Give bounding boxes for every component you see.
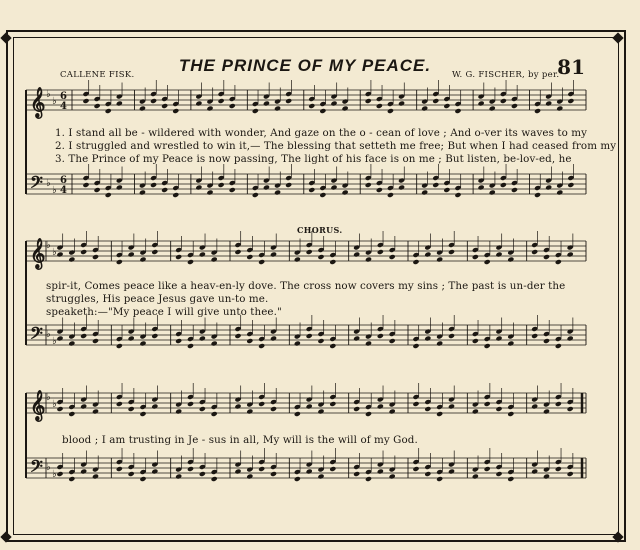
note-head	[116, 259, 123, 265]
note-head	[270, 252, 277, 258]
note-head	[234, 404, 241, 410]
note-head	[365, 182, 372, 188]
note-head	[274, 190, 281, 196]
note-head	[317, 254, 324, 260]
note-head	[484, 401, 491, 407]
note-head	[448, 333, 455, 339]
bass-clef: 𝄢	[30, 323, 43, 347]
note-head	[511, 103, 518, 109]
note-head	[398, 185, 405, 191]
flat-sign: ♭	[52, 96, 57, 107]
lyricist-credit: CALLENE FISK.	[60, 70, 135, 80]
lyric-line-system2-3: speaketh:—"My peace I will give unto thee."	[46, 306, 282, 318]
note-head	[270, 406, 277, 412]
note-head	[472, 338, 479, 344]
note-head	[424, 406, 431, 412]
note-head	[507, 341, 514, 347]
note-head	[206, 106, 213, 112]
flat-sign: ♭	[46, 392, 51, 403]
note-head	[270, 471, 277, 477]
note-head	[246, 409, 253, 415]
treble-clef: 𝄞	[30, 391, 46, 421]
time-signature-bottom: 4	[60, 101, 67, 112]
note-head	[92, 474, 99, 480]
flat-sign: ♭	[46, 178, 51, 189]
note-head	[246, 474, 253, 480]
note-head	[105, 108, 112, 114]
note-head	[377, 469, 384, 475]
note-head	[317, 474, 324, 480]
note-head	[116, 466, 123, 472]
note-head	[294, 411, 301, 417]
note-head	[294, 341, 301, 347]
note-head	[82, 98, 89, 104]
note-head	[412, 259, 419, 265]
note-head	[500, 98, 507, 104]
note-head	[234, 249, 241, 255]
flat-sign: ♭	[52, 399, 57, 410]
note-head	[472, 409, 479, 415]
hymn-title: THE PRINCE OF MY PEACE.	[178, 56, 432, 75]
note-head	[80, 469, 87, 475]
note-head	[377, 404, 384, 410]
note-head	[172, 108, 179, 114]
note-head	[116, 101, 123, 107]
note-head	[448, 469, 455, 475]
note-head	[342, 190, 349, 196]
note-head	[151, 333, 158, 339]
note-head	[151, 404, 158, 410]
note-head	[285, 98, 292, 104]
treble-clef: 𝄞	[30, 239, 46, 269]
note-head	[495, 406, 502, 412]
note-head	[545, 185, 552, 191]
note-head	[199, 336, 206, 342]
note-head	[484, 466, 491, 472]
note-head	[151, 469, 158, 475]
note-head	[500, 182, 507, 188]
note-head	[424, 471, 431, 477]
note-head	[80, 333, 87, 339]
note-head	[436, 341, 443, 347]
note-head	[495, 471, 502, 477]
note-head	[421, 190, 428, 196]
flat-sign: ♭	[46, 329, 51, 340]
note-head	[80, 404, 87, 410]
note-head	[432, 182, 439, 188]
note-head	[161, 187, 168, 193]
note-head	[421, 106, 428, 112]
note-head	[306, 333, 313, 339]
note-head	[187, 466, 194, 472]
note-head	[68, 257, 75, 263]
note-head	[263, 185, 270, 191]
note-head	[329, 343, 336, 349]
note-head	[543, 474, 550, 480]
note-head	[308, 103, 315, 109]
note-head	[172, 192, 179, 198]
note-head	[376, 103, 383, 109]
chorus-label: CHORUS.	[297, 225, 343, 235]
note-head	[555, 259, 562, 265]
flat-sign: ♭	[46, 462, 51, 473]
note-head	[412, 343, 419, 349]
note-head	[211, 476, 218, 482]
note-head	[329, 466, 336, 472]
note-head	[94, 187, 101, 193]
note-head	[246, 254, 253, 260]
note-head	[507, 411, 514, 417]
note-head	[175, 254, 182, 260]
note-head	[412, 401, 419, 407]
note-head	[199, 252, 206, 258]
lyric-line-system2-2: struggles, His peace Jesus gave un-to me.	[46, 293, 269, 305]
note-head	[151, 249, 158, 255]
note-head	[377, 333, 384, 339]
note-head	[389, 338, 396, 344]
note-head	[68, 411, 75, 417]
note-head	[56, 252, 63, 258]
note-head	[543, 254, 550, 260]
note-head	[229, 187, 236, 193]
note-head	[472, 254, 479, 260]
note-head	[329, 259, 336, 265]
time-signature-top: 6	[60, 91, 67, 102]
note-head	[448, 249, 455, 255]
note-head	[567, 182, 574, 188]
note-head	[258, 466, 265, 472]
note-head	[252, 192, 259, 198]
note-head	[556, 106, 563, 112]
note-head	[567, 252, 574, 258]
note-head	[92, 409, 99, 415]
note-head	[436, 476, 443, 482]
note-head	[139, 341, 146, 347]
note-head	[139, 106, 146, 112]
note-head	[376, 187, 383, 193]
note-head	[436, 257, 443, 263]
note-head	[56, 471, 63, 477]
note-head	[195, 185, 202, 191]
note-head	[443, 103, 450, 109]
note-head	[478, 101, 485, 107]
note-head	[443, 187, 450, 193]
note-head	[116, 401, 123, 407]
note-head	[555, 343, 562, 349]
bass-clef: 𝄢	[30, 172, 43, 196]
note-head	[139, 190, 146, 196]
note-head	[555, 401, 562, 407]
note-head	[330, 101, 337, 107]
note-head	[454, 108, 461, 114]
time-signature-bottom: 4	[60, 185, 67, 196]
flat-sign: ♭	[52, 336, 57, 347]
note-head	[387, 192, 394, 198]
note-head	[94, 103, 101, 109]
note-head	[353, 406, 360, 412]
note-head	[317, 338, 324, 344]
note-head	[211, 411, 218, 417]
note-head	[82, 182, 89, 188]
note-head	[229, 103, 236, 109]
note-head	[545, 101, 552, 107]
flat-sign: ♭	[52, 469, 57, 480]
note-head	[534, 192, 541, 198]
note-head	[175, 409, 182, 415]
note-head	[511, 187, 518, 193]
note-head	[306, 469, 313, 475]
note-head	[567, 471, 574, 477]
lyric-line-verse-2: 2. I struggled and wrestled to win it,— The blessing that setteth me free; But when I had ceased from my	[55, 140, 617, 152]
flat-sign: ♭	[46, 240, 51, 251]
note-head	[436, 411, 443, 417]
note-head	[329, 401, 336, 407]
note-head	[389, 254, 396, 260]
note-head	[489, 190, 496, 196]
note-head	[258, 343, 265, 349]
note-head	[263, 101, 270, 107]
note-head	[342, 106, 349, 112]
note-head	[234, 469, 241, 475]
note-head	[353, 336, 360, 342]
note-head	[161, 103, 168, 109]
note-head	[353, 252, 360, 258]
note-head	[246, 338, 253, 344]
note-head	[448, 404, 455, 410]
note-head	[556, 190, 563, 196]
note-head	[294, 476, 301, 482]
note-head	[531, 404, 538, 410]
note-head	[317, 409, 324, 415]
note-head	[495, 252, 502, 258]
note-head	[199, 406, 206, 412]
note-head	[139, 476, 146, 482]
note-head	[270, 336, 277, 342]
note-head	[116, 185, 123, 191]
lyric-line-verse-3: 3. The Prince of my Peace is now passing, The light of his face is on me ; But listen, be-lov-ed, he	[55, 153, 572, 165]
note-head	[128, 471, 135, 477]
note-head	[489, 106, 496, 112]
note-head	[294, 257, 301, 263]
note-head	[68, 476, 75, 482]
note-head	[478, 185, 485, 191]
note-head	[531, 469, 538, 475]
note-head	[567, 406, 574, 412]
note-head	[365, 341, 372, 347]
note-head	[365, 476, 372, 482]
note-head	[389, 409, 396, 415]
note-head	[234, 333, 241, 339]
note-head	[187, 259, 194, 265]
note-head	[252, 108, 259, 114]
note-head	[389, 474, 396, 480]
note-head	[484, 343, 491, 349]
note-head	[365, 411, 372, 417]
note-head	[319, 108, 326, 114]
page-number: 81	[557, 55, 585, 79]
note-head	[484, 259, 491, 265]
note-head	[507, 257, 514, 263]
note-head	[432, 98, 439, 104]
note-head	[377, 249, 384, 255]
note-head	[495, 336, 502, 342]
flat-sign: ♭	[52, 185, 57, 196]
note-head	[92, 338, 99, 344]
note-head	[211, 341, 218, 347]
note-head	[187, 343, 194, 349]
note-head	[306, 249, 313, 255]
note-head	[150, 98, 157, 104]
note-head	[567, 336, 574, 342]
note-head	[105, 192, 112, 198]
note-head	[258, 259, 265, 265]
note-head	[567, 98, 574, 104]
note-head	[116, 343, 123, 349]
note-head	[424, 336, 431, 342]
note-head	[387, 108, 394, 114]
note-head	[211, 257, 218, 263]
bass-clef: 𝄢	[30, 456, 43, 480]
note-head	[424, 252, 431, 258]
note-head	[306, 404, 313, 410]
note-head	[139, 257, 146, 263]
flat-sign: ♭	[46, 89, 51, 100]
note-head	[365, 98, 372, 104]
note-head	[555, 466, 562, 472]
note-head	[472, 474, 479, 480]
note-head	[128, 252, 135, 258]
note-head	[543, 409, 550, 415]
note-head	[398, 101, 405, 107]
note-head	[92, 254, 99, 260]
note-head	[128, 336, 135, 342]
note-head	[80, 249, 87, 255]
note-head	[128, 406, 135, 412]
note-head	[139, 411, 146, 417]
note-head	[543, 338, 550, 344]
note-head	[365, 257, 372, 263]
flat-sign: ♭	[52, 247, 57, 258]
note-head	[187, 401, 194, 407]
note-head	[195, 101, 202, 107]
note-head	[175, 338, 182, 344]
note-head	[531, 333, 538, 339]
note-head	[206, 190, 213, 196]
note-head	[150, 182, 157, 188]
note-head	[56, 406, 63, 412]
note-head	[285, 182, 292, 188]
note-head	[454, 192, 461, 198]
note-head	[507, 476, 514, 482]
note-head	[218, 182, 225, 188]
note-head	[330, 185, 337, 191]
note-head	[274, 106, 281, 112]
note-head	[308, 187, 315, 193]
time-signature-top: 6	[60, 175, 67, 186]
lyric-line-verse-1: 1. I stand all be - wildered with wonder, And gaze on the o - cean of love ; And o-ver its waves to my	[55, 127, 588, 139]
composer-credit: W. G. FISCHER, by per.	[452, 70, 560, 80]
note-head	[353, 471, 360, 477]
note-head	[199, 471, 206, 477]
note-head	[531, 249, 538, 255]
note-head	[319, 192, 326, 198]
note-head	[175, 474, 182, 480]
note-head	[534, 108, 541, 114]
note-head	[68, 341, 75, 347]
note-head	[218, 98, 225, 104]
treble-clef: 𝄞	[30, 88, 46, 118]
lyric-line-system2-1: spir-it, Comes peace like a heav-en-ly dove. The cross now covers my sins ; The past is un-der the	[46, 280, 566, 292]
note-head	[258, 401, 265, 407]
lyric-line-system3: blood ; I am trusting in Je - sus in all, My will is the will of my God.	[62, 434, 418, 446]
note-head	[56, 336, 63, 342]
note-head	[412, 466, 419, 472]
